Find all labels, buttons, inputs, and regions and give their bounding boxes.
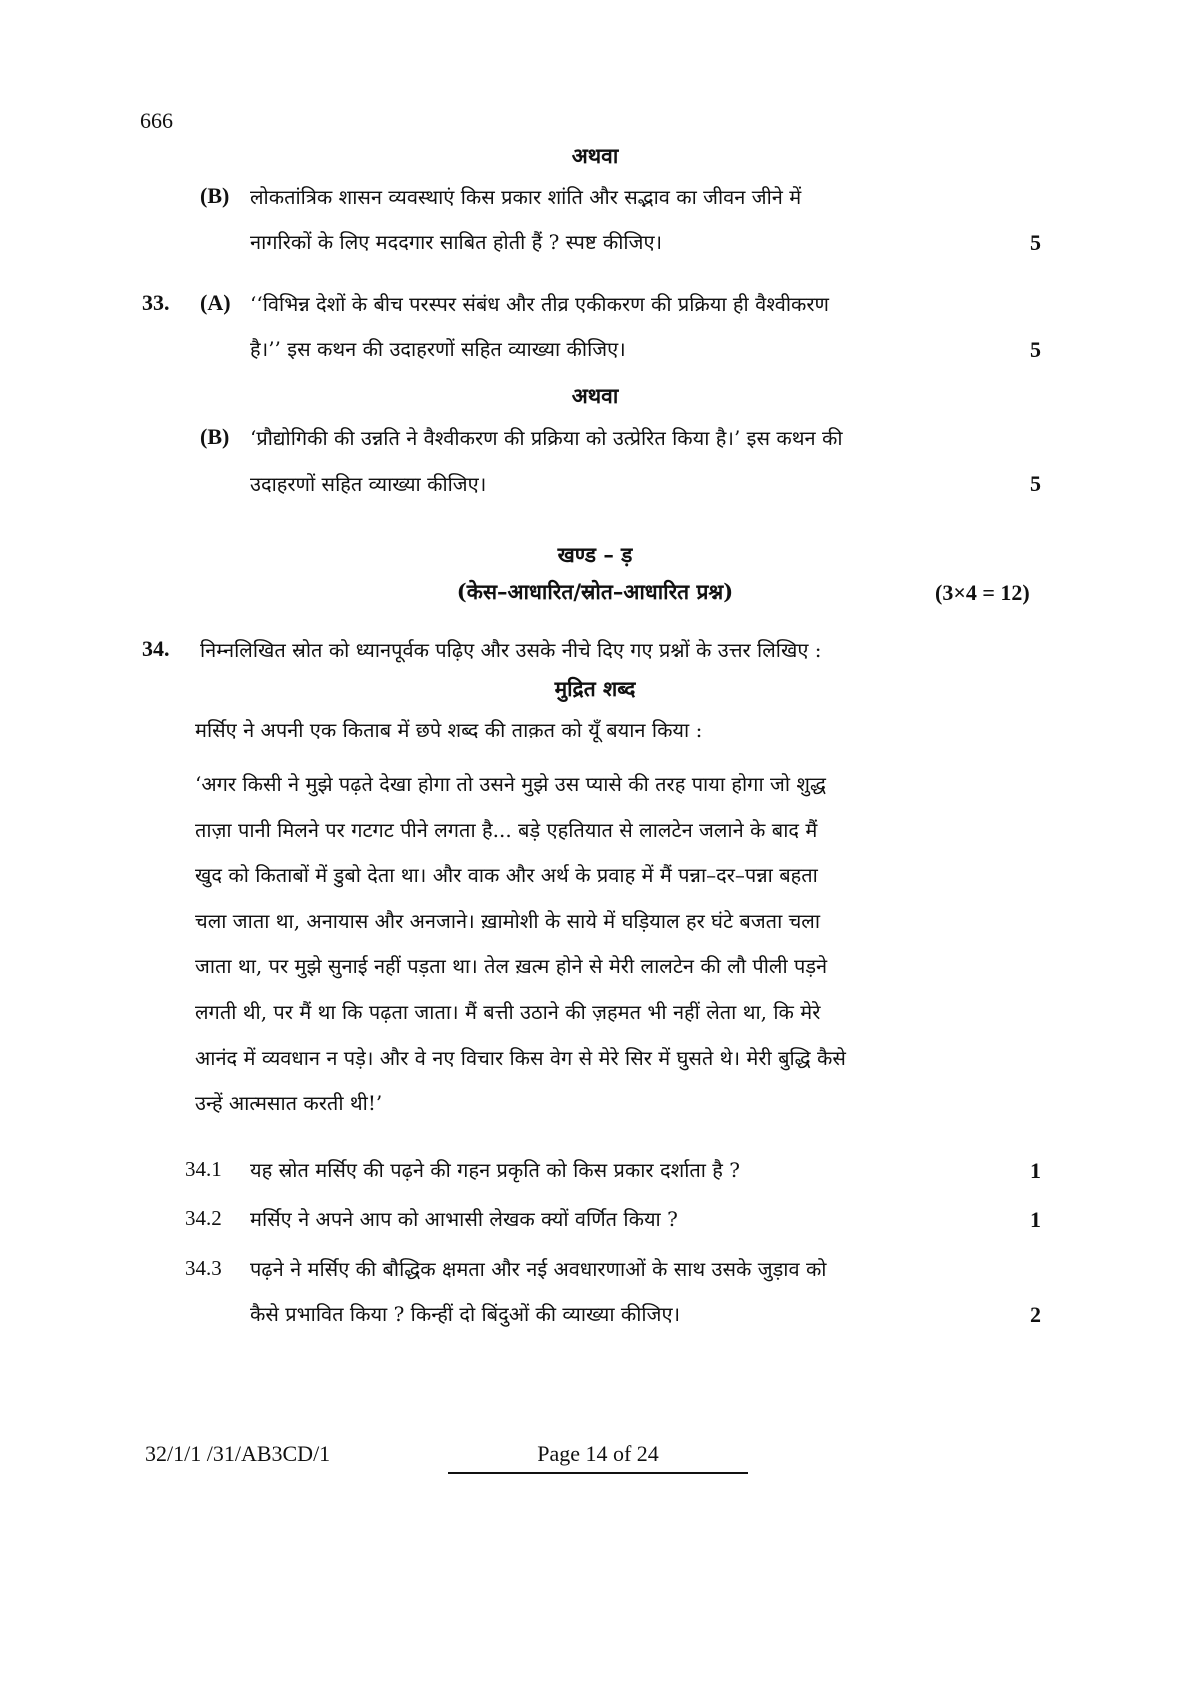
section-subtitle: (केस–आधारित/स्रोत–आधारित प्रश्न)	[456, 579, 734, 604]
passage-line: उन्हें आत्मसात करती थी!’	[195, 1091, 383, 1116]
passage-line: आनंद में व्यवधान न पड़े। और वे नए विचार किस वेग से मेरे सिर में घुसते थे। मेरी बुद्धि कैसे	[195, 1045, 846, 1070]
footer-divider	[448, 1472, 748, 1474]
sub-question-number: 34.1	[185, 1157, 222, 1181]
sub-question-text: मर्सिए ने अपने आप को आभासी लेखक क्यों वर्णित किया ?	[250, 1207, 678, 1231]
question-text-line: ‘प्रौद्योगिकी की उन्नति ने वैश्वीकरण की प्रक्रिया को उत्प्रेरित किया है।’ इस कथन की	[250, 426, 843, 450]
paper-code: 32/1/1 /31/AB3CD/1	[145, 1441, 331, 1466]
marks: 5	[1030, 230, 1041, 255]
source-passage	[195, 762, 985, 1127]
passage-line: ‘अगर किसी ने मुझे पढ़ते देखा होगा तो उसने मुझे उस प्यासे की तरह पाया होगा जो शुद्ध	[195, 772, 826, 796]
passage-line: लगती थी, पर मैं था कि पढ़ता जाता। मैं बत्ती उठाने की ज़हमत भी नहीं लेता था, कि मेरे	[195, 999, 821, 1024]
marks: 1	[1030, 1207, 1041, 1232]
marks: 5	[1030, 471, 1041, 496]
question-text-line: नागरिकों के लिए मददगार साबित होती हैं ? स्पष्ट कीजिए।	[250, 230, 663, 254]
sub-question-number: 34.3	[185, 1256, 222, 1280]
question-text-line: ‘‘विभिन्न देशों के बीच परस्पर संबंध और तीव्र एकीकरण की प्रक्रिया ही वैश्वीकरण	[250, 292, 830, 316]
or-separator: अथवा	[571, 143, 619, 168]
option-label: (A)	[200, 290, 231, 315]
source-title: मुद्रित शब्द	[554, 676, 636, 701]
passage-line: जाता था, पर मुझे सुनाई नहीं पड़ता था। तेल ख़त्म होने से मेरी लालटेन की लौ पीली पड़ने	[195, 954, 828, 979]
sub-question-text: कैसे प्रभावित किया ? किन्हीं दो बिंदुओं की व्याख्या कीजिए।	[250, 1302, 681, 1326]
question-number: 33.	[142, 290, 170, 315]
question-number: 34.	[142, 636, 170, 661]
page-number: 666	[140, 108, 173, 133]
question-text-line: लोकतांत्रिक शासन व्यवस्थाएं किस प्रकार शांति और सद्भाव का जीवन जीने में	[250, 185, 802, 209]
sub-question-text: पढ़ने ने मर्सिए की बौद्धिक क्षमता और नई अवधारणाओं के साथ उसके जुड़ाव को	[250, 1257, 827, 1281]
sub-question-text: यह स्रोत मर्सिए की पढ़ने की गहन प्रकृति को किस प्रकार दर्शाता है ?	[250, 1158, 741, 1182]
section-title: खण्ड – ड़	[557, 542, 633, 567]
marks: 1	[1030, 1158, 1041, 1183]
option-label: (B)	[200, 183, 230, 208]
question-text-line: है।’’ इस कथन की उदाहरणों सहित व्याख्या कीजिए।	[250, 337, 626, 361]
option-label: (B)	[200, 424, 230, 449]
source-intro: मर्सिए ने अपनी एक किताब में छपे शब्द की ताक़त को यूँ बयान किया :	[195, 718, 703, 742]
passage-line: ताज़ा पानी मिलने पर गटगट पीने लगता है... बड़े एहतियात से लालटेन जलाने के बाद मैं	[195, 817, 818, 842]
section-marks: (3×4 = 12)	[935, 580, 1030, 605]
sub-question-number: 34.2	[185, 1206, 222, 1230]
or-separator: अथवा	[571, 383, 619, 408]
question-instruction: निम्नलिखित स्रोत को ध्यानपूर्वक पढ़िए और उसके नीचे दिए गए प्रश्नों के उत्तर लिखिए :	[200, 638, 822, 662]
marks: 2	[1030, 1302, 1041, 1327]
passage-line: खुद को किताबों में डुबो देता था। और वाक और अर्थ के प्रवाह में मैं पन्ना–दर–पन्ना बहता	[195, 863, 818, 888]
question-text-line: उदाहरणों सहित व्याख्या कीजिए।	[250, 472, 487, 496]
page-indicator: Page 14 of 24	[537, 1441, 659, 1466]
marks: 5	[1030, 337, 1041, 362]
passage-line: चला जाता था, अनायास और अनजाने। ख़ामोशी के साये में घड़ियाल हर घंटे बजता चला	[195, 908, 821, 933]
